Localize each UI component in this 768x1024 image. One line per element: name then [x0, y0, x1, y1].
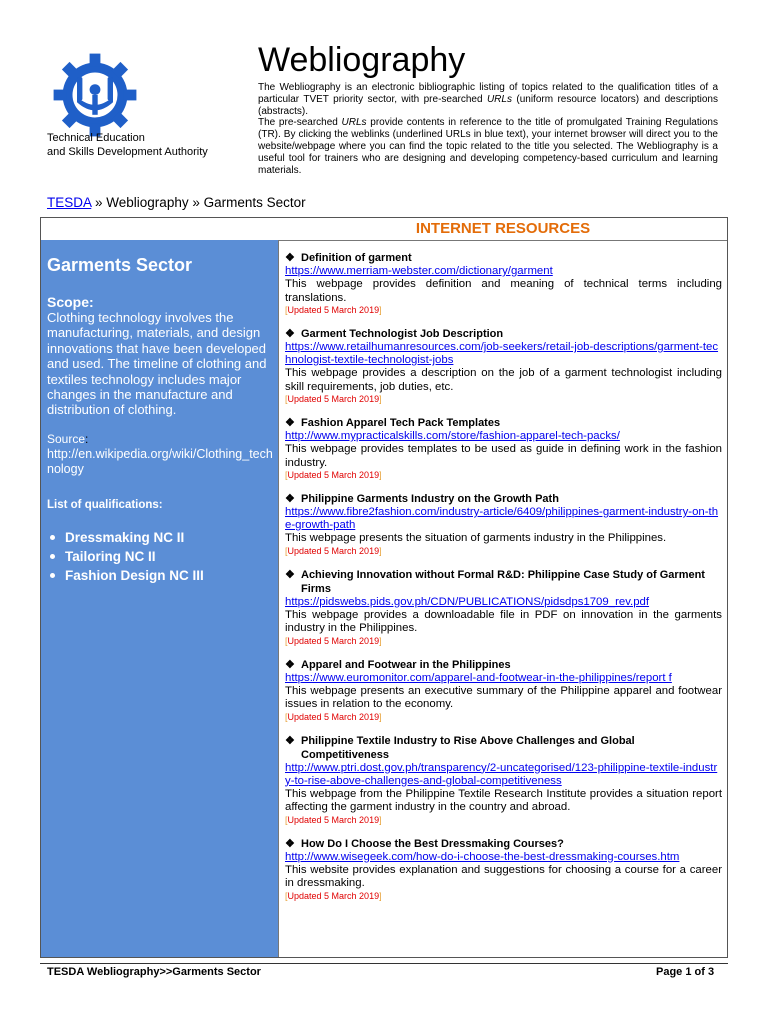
resource-link[interactable]: https://www.retailhumanresources.com/job-seekers/retail-job-descriptions/garment-technologist-textile-technologist-jobs: [285, 341, 719, 366]
qualifications-list: [47, 528, 273, 585]
resources-list: [285, 251, 722, 913]
diamond-bullet-icon: ❖: [285, 252, 295, 264]
resource-item: [285, 734, 722, 826]
resource-title: Philippine Textile Industry to Rise Above Challenges and Global Competitiveness: [301, 734, 635, 761]
breadcrumb-current: Garments Sector: [203, 195, 306, 210]
resource-item: [285, 416, 722, 481]
resource-item: [285, 492, 722, 557]
diamond-bullet-icon: ❖: [285, 658, 295, 671]
scope-label: Scope:: [47, 294, 94, 310]
resource-link[interactable]: http://www.mypracticalskills.com/store/fashion-apparel-tech-packs/: [285, 430, 620, 442]
footer-divider: [40, 963, 728, 964]
resource-description: This webpage provides a downloadable file in PDF on innovation in the garments industry in the Philippines.: [285, 608, 722, 634]
resource-link[interactable]: https://www.merriam-webster.com/dictionary/garment: [285, 265, 553, 277]
resource-item: [285, 327, 722, 405]
resource-title: Definition of garment: [301, 252, 412, 264]
resource-link[interactable]: http://www.ptri.dost.gov.ph/transparency/2-uncategorised/123-philippine-textile-industry-to-rise-above-challenges-and-global-competitiveness: [285, 761, 718, 787]
breadcrumb: TESDA » Webliography » Garments Sector: [47, 195, 306, 210]
resource-description: This webpage provides a description on the job of a garment technologist including skill requirements, job duties, etc.: [285, 367, 722, 393]
diamond-bullet-icon: ❖: [285, 493, 295, 505]
resource-title: Philippine Garments Industry on the Growth Path: [301, 493, 559, 505]
updated-note: [Updated 5 March 2019]: [285, 305, 382, 315]
qualification-item: Fashion Design NC III: [47, 566, 273, 585]
org-line-1: Technical Education: [47, 132, 145, 144]
diamond-bullet-icon: ❖: [285, 328, 295, 340]
updated-note: [Updated 5 March 2019]: [285, 814, 382, 825]
updated-note: [Updated 5 March 2019]: [285, 545, 382, 556]
resource-link[interactable]: https://www.fibre2fashion.com/industry-article/6409/philippines-garment-industry-on-the-growth-path: [285, 506, 719, 531]
resource-title: Garment Technologist Job Description: [301, 328, 504, 340]
sector-title: Garments Sector: [47, 255, 193, 275]
updated-note: [Updated 5 March 2019]: [285, 711, 382, 722]
updated-note: [Updated 5 March 2019]: [285, 890, 382, 901]
resource-description: This webpage presents an executive summary of the Philippine apparel and footwear issues in relation to the economy.: [285, 684, 722, 710]
resource-description: This webpage presents the situation of garments industry in the Philippines.: [285, 532, 667, 544]
diamond-bullet-icon: ❖: [285, 734, 295, 747]
qualifications-label: List of qualifications:: [47, 498, 163, 511]
section-header: INTERNET RESOURCES: [279, 218, 727, 241]
resource-link[interactable]: https://www.euromonitor.com/apparel-and-footwear-in-the-philippines/report f: [285, 671, 672, 684]
page-number: Page 1 of 3: [656, 966, 715, 978]
tesda-logo: [50, 50, 140, 140]
breadcrumb-webliography: Webliography: [106, 195, 189, 210]
resource-title: Apparel and Footwear in the Philippines: [301, 658, 511, 671]
resource-item: [285, 251, 722, 316]
resource-description: This webpage provides templates to be used as guide in defining work in the fashion industry.: [285, 443, 722, 469]
resource-title: How Do I Choose the Best Dressmaking Courses?: [301, 837, 564, 850]
sector-sidebar: [41, 240, 279, 957]
intro-paragraph-2: The pre-searched URLs provide contents in reference to the title of promulgated Training Regulations (TR). By clicking the weblinks (underlined URLs in blue text), your internet browser will direct you to the website/webpage where you can find the topic related to the title you selected. The Webliography is a useful tool for trainers who are designing and developing competency-based curriculum and learning materials.: [258, 117, 718, 176]
intro-paragraph-1: The Webliography is an electronic bibliographic listing of topics related to the qualification titles of a particular TVET priority sector, with pre-searched URLs (uniform resource locators) and descriptions (abstracts).: [258, 82, 718, 117]
updated-note: [Updated 5 March 2019]: [285, 635, 382, 646]
resource-item: [285, 658, 722, 723]
resource-description: This website provides explanation and suggestions for choosing a course for a career in dressmaking.: [285, 863, 722, 889]
qualification-item: Tailoring NC II: [47, 547, 273, 566]
organization-name: [47, 131, 208, 159]
updated-note: [Updated 5 March 2019]: [285, 470, 382, 480]
footer-title: TESDA Webliography>>Garments Sector: [47, 966, 261, 978]
resource-item: [285, 568, 722, 647]
page-title: Webliography: [258, 41, 466, 79]
resource-title: Fashion Apparel Tech Pack Templates: [301, 417, 501, 429]
scope-text: Clothing technology involves the manufacturing, materials, and design innovations that have been developed and used. The timeline of clothing and textiles technology includes major changes in the manufacture and distribution of clothing.: [47, 310, 267, 418]
breadcrumb-home-link[interactable]: TESDA: [47, 195, 92, 210]
resource-description: This webpage from the Philippine Textile Research Institute provides a situation report affecting the garment industry in the country and abroad.: [285, 787, 722, 813]
source-url: http://en.wikipedia.org/wiki/Clothing_technology: [47, 446, 273, 477]
resource-title: Achieving Innovation without Formal R&D: Philippine Case Study of Garment Firms: [301, 568, 705, 595]
diamond-bullet-icon: ❖: [285, 417, 295, 429]
source-label: Source:: [47, 431, 89, 446]
resource-description: This webpage provides definition and meaning of technical terms including translations.: [285, 278, 722, 304]
intro-text: [258, 82, 718, 176]
qualification-item: Dressmaking NC II: [47, 528, 273, 547]
resource-link[interactable]: https://pidswebs.pids.gov.ph/CDN/PUBLICATIONS/pidsdps1709_rev.pdf: [285, 595, 650, 608]
resource-link[interactable]: http://www.wisegeek.com/how-do-i-choose-the-best-dressmaking-courses.htm: [285, 850, 680, 863]
resource-item: [285, 837, 722, 902]
org-line-2: and Skills Development Authority: [47, 146, 208, 158]
diamond-bullet-icon: ❖: [285, 568, 295, 581]
updated-note: [Updated 5 March 2019]: [285, 394, 382, 404]
diamond-bullet-icon: ❖: [285, 837, 295, 850]
